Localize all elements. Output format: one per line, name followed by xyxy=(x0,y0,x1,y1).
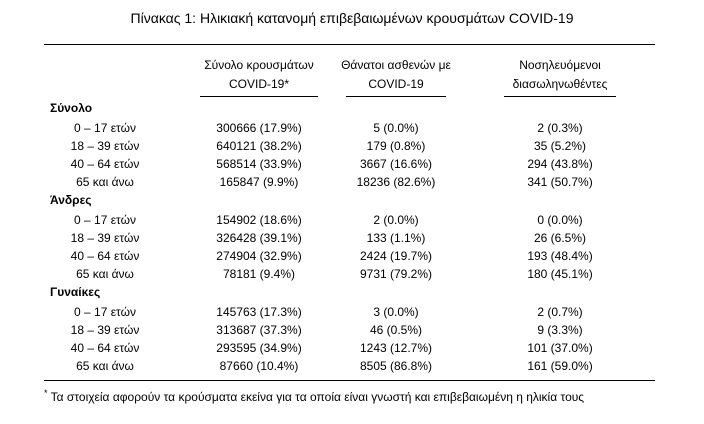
row-age-label: 40 – 64 ετών xyxy=(70,249,140,263)
header-cases xyxy=(195,56,323,94)
row-age-label: 0 – 17 ετών xyxy=(74,121,136,135)
cell-hosp: 35 (5.2%) xyxy=(533,139,587,153)
header-hosp xyxy=(500,56,620,94)
table-row xyxy=(0,213,704,231)
footnote-marker: * xyxy=(44,388,48,398)
header-hosp-line2: διασωληνωθέντες xyxy=(512,77,608,91)
cell-cases: 154902 (18.6%) xyxy=(216,213,302,227)
header-deaths-line1: Θάνατοι ασθενών με xyxy=(341,58,451,72)
table-caption: Πίνακας 1: Ηλικιακή κατανομή επιβεβαιωμένων κρουσμάτων COVID-19 xyxy=(130,10,574,26)
cell-deaths: 179 (0.8%) xyxy=(366,139,426,153)
row-age-label: 18 – 39 ετών xyxy=(70,231,140,245)
cell-hosp: 2 (0.3%) xyxy=(537,121,583,135)
cell-deaths: 2424 (19.7%) xyxy=(359,249,433,263)
cell-cases: 87660 (10.4%) xyxy=(219,359,299,373)
cell-hosp: 161 (59.0%) xyxy=(527,359,593,373)
cell-cases: 300666 (17.9%) xyxy=(216,121,302,135)
cell-deaths: 9731 (79.2%) xyxy=(359,267,433,281)
header-hosp-underline xyxy=(504,96,616,97)
cell-hosp: 26 (6.5%) xyxy=(533,231,587,245)
cell-cases: 313687 (37.3%) xyxy=(216,323,302,337)
cell-hosp: 193 (48.4%) xyxy=(527,249,593,263)
header-hosp-line1: Νοσηλευόμενοι xyxy=(519,58,601,72)
cell-deaths: 2 (0.0%) xyxy=(373,213,419,227)
table-row xyxy=(0,139,704,157)
table-row xyxy=(0,231,704,249)
cell-hosp: 180 (45.1%) xyxy=(527,267,593,281)
header-deaths-line2: COVID-19 xyxy=(368,77,424,91)
cell-cases: 568514 (33.9%) xyxy=(216,157,302,171)
table-row xyxy=(0,305,704,323)
row-age-label: 18 – 39 ετών xyxy=(70,139,140,153)
table-row xyxy=(0,359,704,377)
row-age-label: 18 – 39 ετών xyxy=(70,323,140,337)
table-row xyxy=(0,323,704,341)
table-row xyxy=(0,249,704,267)
cell-cases: 326428 (39.1%) xyxy=(216,231,302,245)
header-cases-line1: Σύνολο κρουσμάτων xyxy=(204,58,314,72)
cell-deaths: 3 (0.0%) xyxy=(373,305,419,319)
footnote-text: Τα στοιχεία αφορούν τα κρούσματα εκείνα για τα οποία είναι γνωστή και επιβεβαιωμένη η ηλικία τους xyxy=(47,390,585,404)
cell-hosp: 101 (37.0%) xyxy=(527,341,593,355)
group-label: Σύνολο xyxy=(50,101,93,115)
cell-deaths: 133 (1.1%) xyxy=(366,231,426,245)
table-top-rule xyxy=(44,44,655,45)
table-row xyxy=(0,175,704,193)
cell-cases: 274904 (32.9%) xyxy=(216,249,302,263)
cell-hosp: 9 (3.3%) xyxy=(537,323,583,337)
cell-deaths: 46 (0.5%) xyxy=(369,323,423,337)
header-deaths-underline xyxy=(346,96,446,97)
cell-cases: 145763 (17.3%) xyxy=(216,305,302,319)
cell-deaths: 5 (0.0%) xyxy=(373,121,419,135)
cell-hosp: 341 (50.7%) xyxy=(527,175,593,189)
table-bottom-rule xyxy=(44,380,655,381)
table-row xyxy=(0,157,704,175)
group-label: Άνδρες xyxy=(50,193,92,207)
table-row xyxy=(0,341,704,359)
cell-deaths: 8505 (86.8%) xyxy=(359,359,433,373)
cell-cases: 640121 (38.2%) xyxy=(216,139,302,153)
cell-cases: 293595 (34.9%) xyxy=(216,341,302,355)
cell-deaths: 1243 (12.7%) xyxy=(359,341,433,355)
cell-deaths: 18236 (82.6%) xyxy=(356,175,436,189)
row-age-label: 0 – 17 ετών xyxy=(74,305,136,319)
cell-cases: 78181 (9.4%) xyxy=(222,267,296,281)
group-label: Γυναίκες xyxy=(50,285,101,299)
row-age-label: 65 και άνω xyxy=(76,359,134,373)
table-row xyxy=(0,121,704,139)
row-age-label: 40 – 64 ετών xyxy=(70,341,140,355)
cell-hosp: 294 (43.8%) xyxy=(527,157,593,171)
cell-cases: 165847 (9.9%) xyxy=(219,175,299,189)
cell-hosp: 0 (0.0%) xyxy=(537,213,583,227)
footnote xyxy=(44,388,584,404)
cell-hosp: 2 (0.7%) xyxy=(537,305,583,319)
row-age-label: 0 – 17 ετών xyxy=(74,213,136,227)
table-row xyxy=(0,267,704,285)
header-cases-line2: COVID-19* xyxy=(228,77,290,91)
row-age-label: 40 – 64 ετών xyxy=(70,157,140,171)
row-age-label: 65 και άνω xyxy=(76,175,134,189)
header-deaths xyxy=(336,56,456,94)
header-cases-underline xyxy=(200,96,318,97)
row-age-label: 65 και άνω xyxy=(76,267,134,281)
cell-deaths: 3667 (16.6%) xyxy=(359,157,433,171)
